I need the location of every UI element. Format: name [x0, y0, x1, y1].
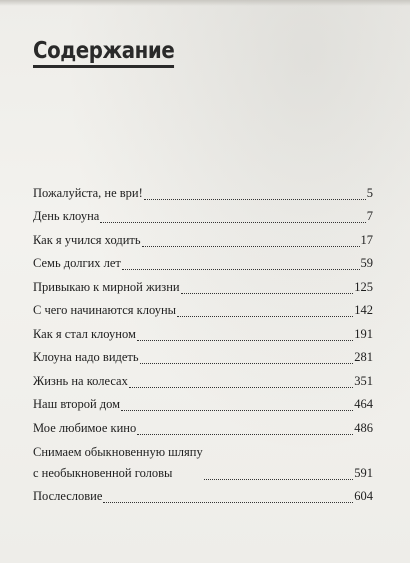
toc-entry-page: 7 — [366, 209, 373, 223]
page-title: Содержание — [33, 38, 174, 68]
toc-entry[interactable] — [33, 392, 373, 416]
toc-entry-title: Клоуна надо видеть — [33, 350, 139, 364]
toc-entry[interactable] — [33, 321, 373, 345]
dot-leader — [181, 293, 354, 294]
toc-entry-title: День клоуна — [33, 209, 100, 223]
toc-entry-title: Как я учился ходить — [33, 232, 141, 247]
toc-entry-page: 17 — [360, 232, 373, 247]
toc-entry-title: С чего начинаются клоуны — [33, 303, 177, 317]
toc-entry-title: Послесловие — [33, 489, 103, 503]
dot-leader — [129, 387, 353, 388]
dot-leader — [142, 246, 360, 247]
dot-leader — [204, 479, 354, 480]
toc-entry[interactable] — [33, 227, 373, 251]
toc-entry[interactable] — [33, 439, 373, 484]
toc-entry[interactable] — [33, 204, 373, 228]
toc-entry-page: 591 — [354, 465, 373, 480]
toc-entry-page: 142 — [354, 303, 373, 317]
dot-leader — [121, 410, 353, 411]
toc-entry-title: Мое любимое кино — [33, 420, 137, 435]
toc-entry-page: 486 — [354, 420, 373, 435]
toc-entry-page: 59 — [360, 256, 373, 270]
toc-entry-page: 604 — [354, 489, 373, 503]
toc-entry[interactable] — [33, 484, 373, 508]
toc-entry-page: 464 — [354, 397, 373, 411]
toc-entry-title: Жизнь на колесах — [33, 373, 128, 388]
toc-entry[interactable] — [33, 274, 373, 298]
toc-entry[interactable] — [33, 298, 373, 322]
toc-entry-title: Как я стал клоуном — [33, 326, 136, 341]
dot-leader — [100, 222, 365, 223]
dot-leader — [122, 269, 360, 270]
dot-leader — [137, 340, 353, 341]
toc-entry-page: 351 — [354, 373, 373, 388]
dot-leader — [144, 199, 366, 200]
toc-entry[interactable] — [33, 368, 373, 392]
toc-entry[interactable] — [33, 251, 373, 275]
toc-entry[interactable] — [33, 345, 373, 369]
toc-entry-title: Пожалуйста, не ври! — [33, 185, 143, 200]
toc-entry-title: Наш второй дом — [33, 397, 121, 411]
toc-entry[interactable] — [33, 415, 373, 439]
dot-leader — [140, 363, 354, 364]
toc-entry-page: 5 — [366, 185, 373, 200]
table-of-contents — [33, 180, 373, 507]
toc-entry-title: Привыкаю к мирной жизни — [33, 279, 180, 294]
toc-entry-title: Семь долгих лет — [33, 256, 121, 270]
toc-entry-page: 281 — [354, 350, 373, 364]
dot-leader — [177, 316, 353, 317]
dot-leader — [103, 502, 353, 503]
dot-leader — [137, 434, 353, 435]
toc-entry-page: 191 — [354, 326, 373, 341]
toc-entry-title: Снимаем обыкновенную шляпу с необыкновенной головы — [33, 444, 203, 480]
page-top-shadow — [0, 0, 410, 6]
toc-entry[interactable] — [33, 180, 373, 204]
toc-entry-page: 125 — [354, 279, 373, 294]
